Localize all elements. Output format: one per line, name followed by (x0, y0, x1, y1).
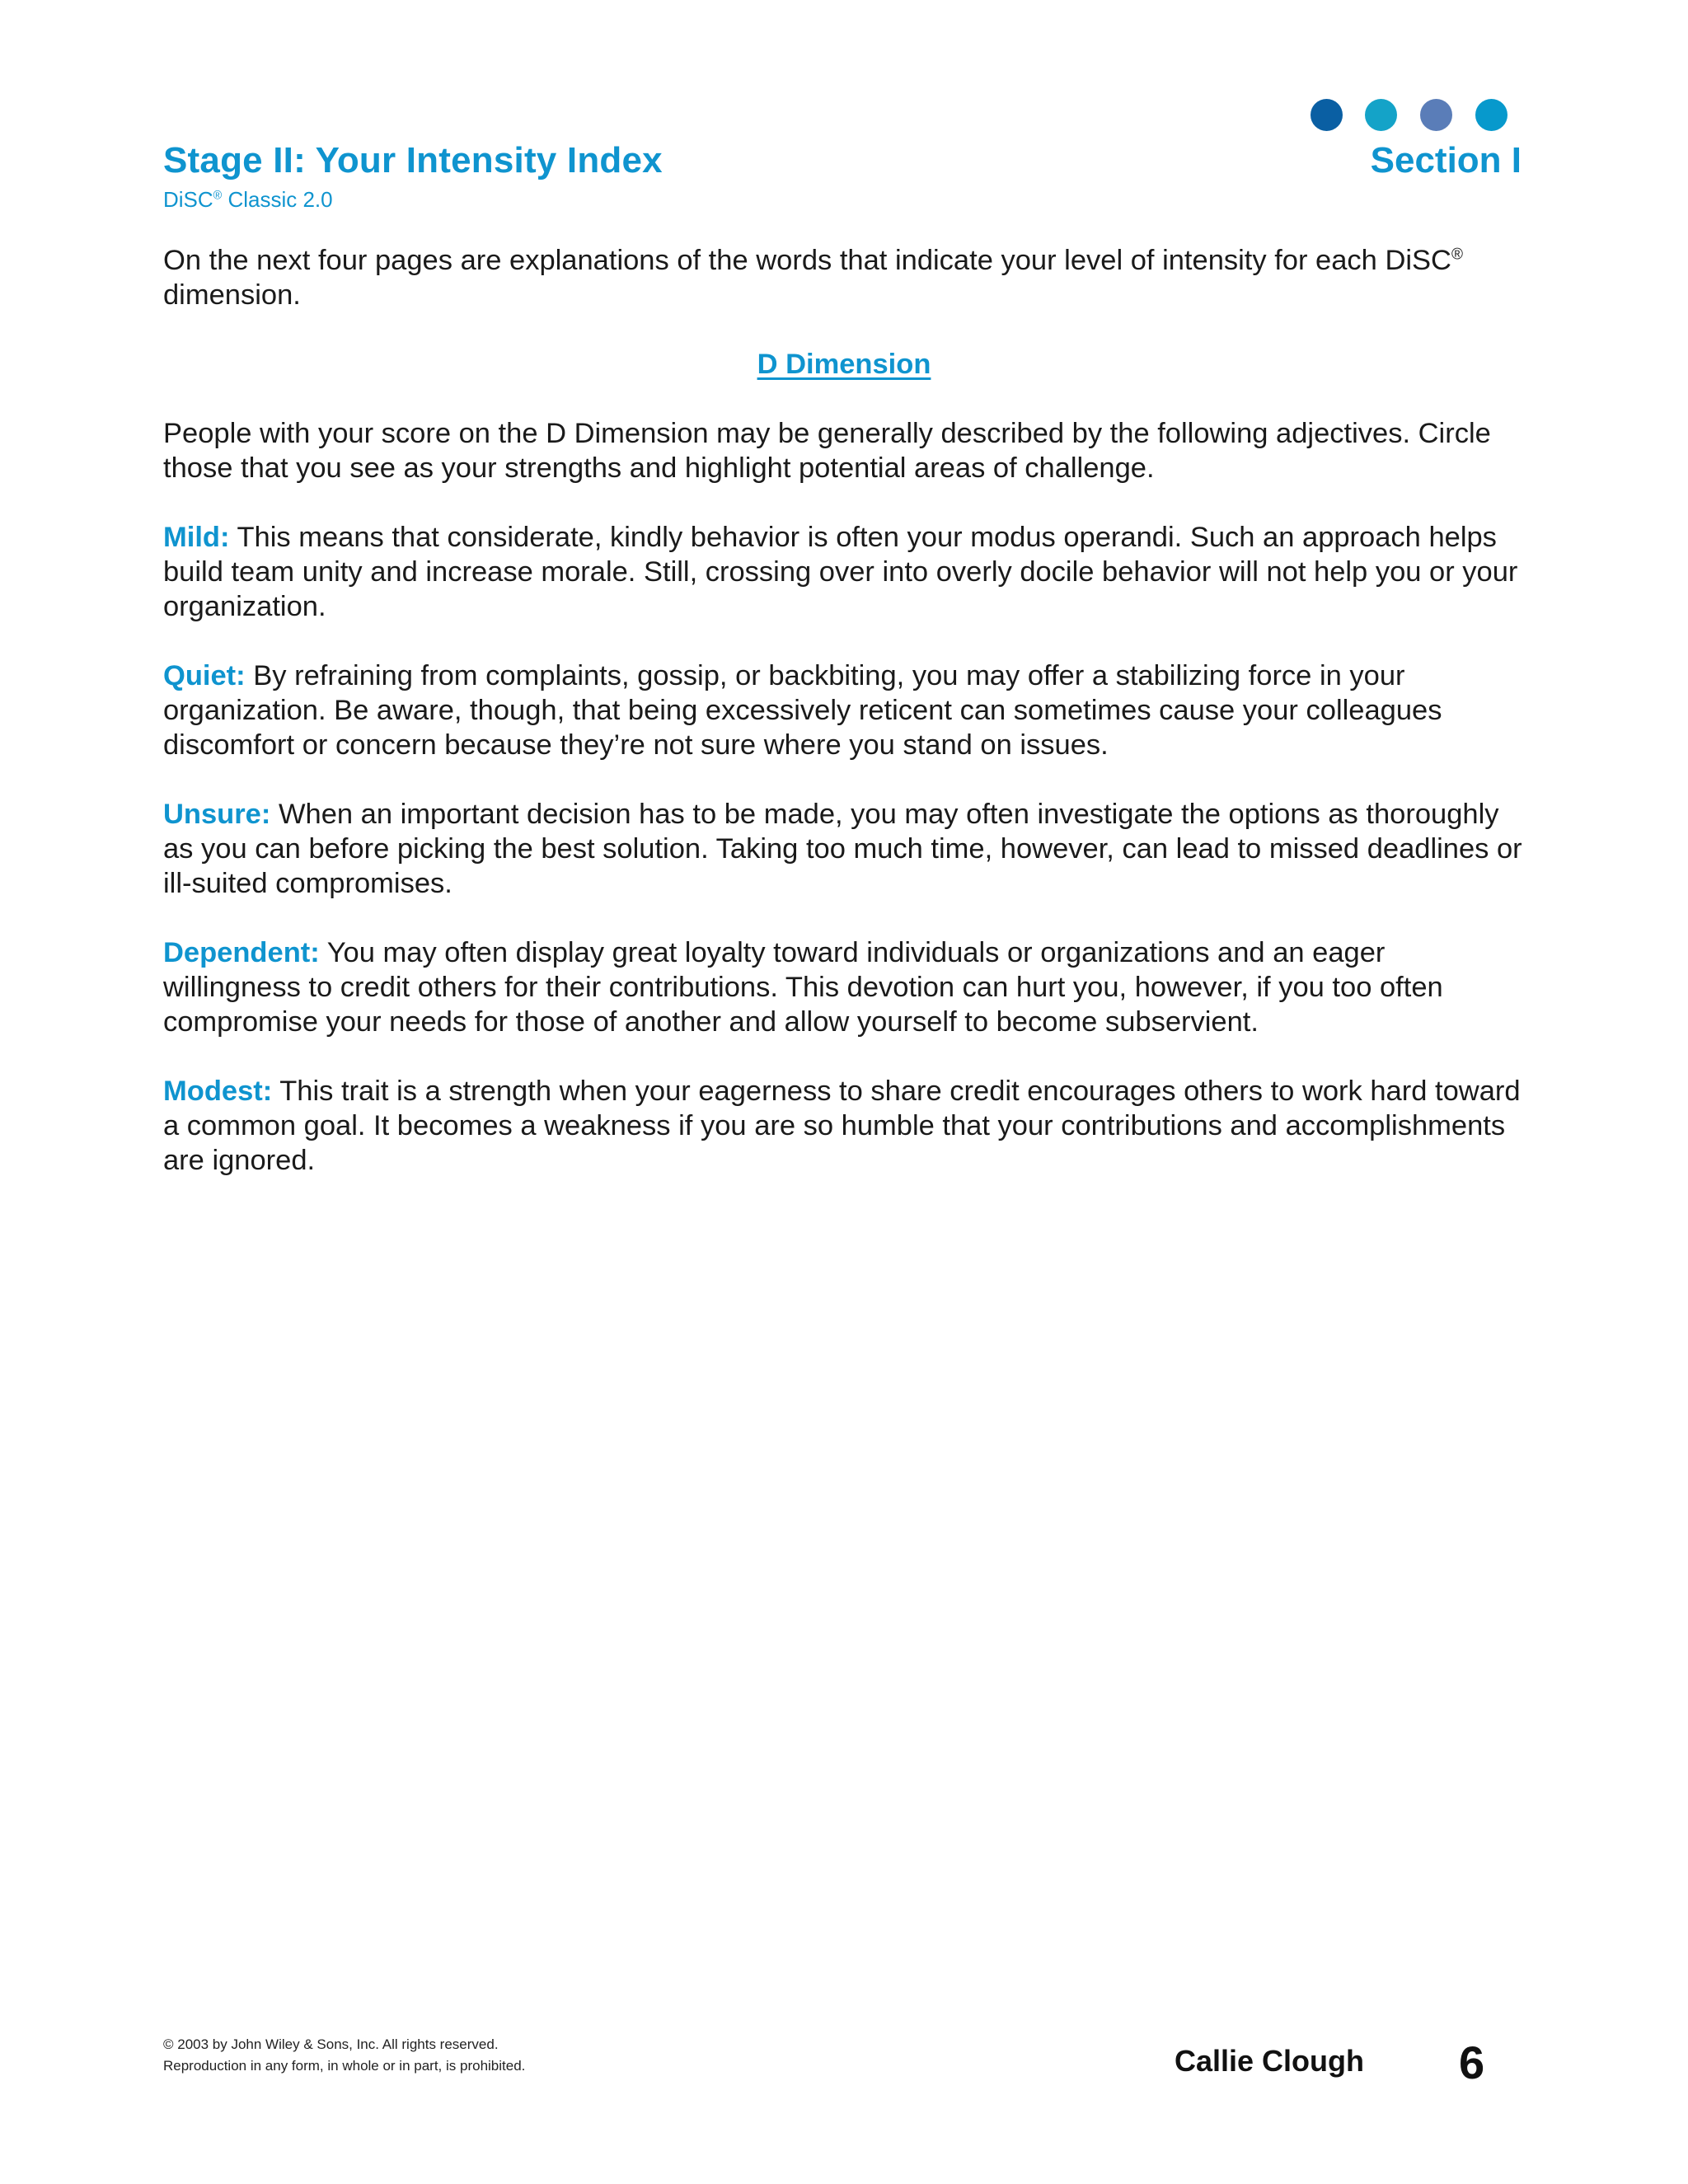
decorative-dots (1311, 99, 1513, 132)
page-subtitle (163, 187, 333, 213)
subtitle-version: Classic 2.0 (222, 187, 333, 212)
trait-text: You may often display great loyalty toward individuals or organizations and an eager willingness to credit others for their contributions. This devotion can hurt you, however, if you too often compromise your needs for those of another and allow yourself to become subservient. (163, 937, 1443, 1038)
main-content (163, 243, 1525, 1212)
trait-text: When an important decision has to be made, you may often investigate the options as thoroughly as you can before picking the best solution. Taking too much time, however, can lead to missed deadlines or ill-suited compromises. (163, 799, 1522, 899)
respondent-name: Callie Clough (1175, 2044, 1365, 2078)
reproduction-line: Reproduction in any form, in whole or in part, is prohibited. (163, 2058, 526, 2074)
copyright-line: © 2003 by John Wiley & Sons, Inc. All rights reserved. (163, 2036, 499, 2052)
trait-text: By refraining from complaints, gossip, or backbiting, you may offer a stabilizing force in your organization. Be aware, though, that being excessively reticent can sometimes cause your colleagues discomfort or concern because they’re not sure where you stand on issues. (163, 660, 1442, 761)
subtitle-brand: DiSC (163, 187, 213, 212)
trait-term: Dependent: (163, 937, 320, 968)
dot-icon (1311, 99, 1343, 131)
dot-icon (1365, 99, 1397, 131)
trait-text: This trait is a strength when your eagerness to share credit encourages others to work hard toward a common goal. It becomes a weakness if you are so humble that your contributions and accomplishments are ignored. (163, 1076, 1521, 1176)
trait-term: Unsure: (163, 799, 271, 830)
page-number: 6 (1459, 2036, 1485, 2088)
dot-icon (1475, 99, 1507, 131)
dimension-intro: People with your score on the D Dimension may be generally described by the following adjectives. Circle those that you see as your strengths and highlight potential areas of challenge. (163, 418, 1491, 484)
trait-paragraph (163, 520, 1525, 624)
trait-paragraph (163, 797, 1525, 901)
section-label: Section I (1370, 140, 1522, 180)
intro-text: On the next four pages are explanations of the words that indicate your level of intensity for each DiSC (163, 245, 1451, 276)
registered-mark: ® (213, 189, 223, 203)
trait-paragraph (163, 658, 1525, 762)
trait-term: Mild: (163, 522, 230, 553)
dot-icon (1420, 99, 1452, 131)
trait-term: Quiet: (163, 660, 246, 691)
trait-paragraph (163, 935, 1525, 1039)
intro-paragraph (163, 243, 1525, 312)
trait-term: Modest: (163, 1076, 273, 1107)
registered-mark: ® (1451, 246, 1463, 264)
trait-paragraph (163, 1074, 1525, 1178)
page-title: Stage II: Your Intensity Index (163, 140, 663, 180)
copyright-notice (163, 2034, 525, 2077)
dimension-heading: D Dimension (757, 349, 931, 380)
trait-text: This means that considerate, kindly behavior is often your modus operandi. Such an approach helps build team unity and increase morale. Still, crossing over into overly docile behavior will not help you or your organization. (163, 522, 1518, 622)
intro-text-end: dimension. (163, 279, 301, 311)
